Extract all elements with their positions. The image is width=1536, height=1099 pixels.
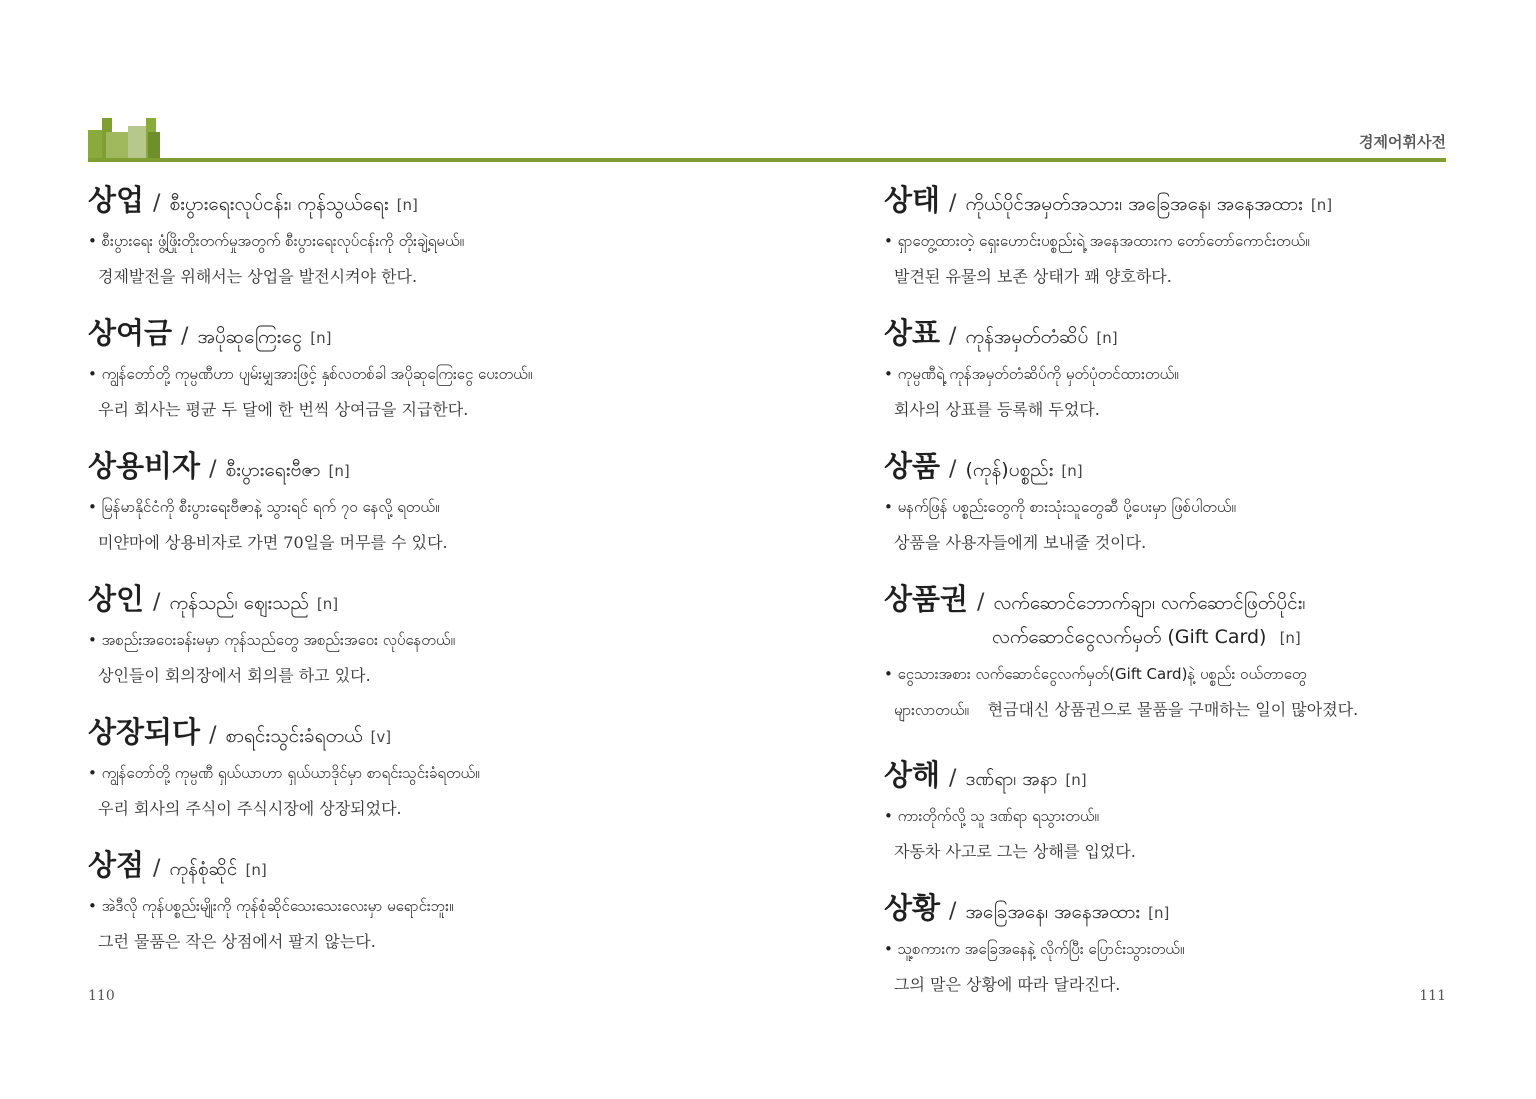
part-of-speech: [n]: [1310, 196, 1333, 214]
dictionary-entry: [88, 577, 728, 710]
meaning: စာရင်းသွင်းခံရတယ်: [225, 725, 363, 747]
header-block: [128, 126, 148, 160]
dictionary-entry: [884, 577, 1524, 753]
separator-slash: /: [181, 324, 189, 349]
meaning: စီးပွားရေးဗီဇာ: [225, 459, 321, 481]
example-myanmar: • ကားတိုက်လို့ သူ ဒဏ်ရာ ရသွားတယ်။: [884, 807, 1099, 825]
example-myanmar: • စီးပွားရေး ဖွံ့ဖြိုးတိုးတက်မှုအတွက် စီးပွားရေးလုပ်ငန်းကို တိုးချဲ့ရမယ်။: [88, 232, 465, 250]
headword: 상용비자: [88, 449, 201, 483]
header-rule: [88, 158, 1446, 162]
example-myanmar-continued-line: [884, 697, 1524, 723]
header-decoration: [88, 118, 160, 160]
example-myanmar: • ကျွန်တော်တို့ ကုမ္ပဏီဟာ ပျမ်းမျှအားဖြင့် နှစ်လတစ်ခါ အပိုဆုကြေးငွေ ပေးတယ်။: [88, 365, 533, 383]
dictionary-entry: [88, 710, 728, 843]
headword-line: [884, 311, 1524, 353]
example-myanmar: • အစည်းအဝေးခန်းမမှာ ကုန်သည်တွေ အစည်းအဝေး လုပ်နေတယ်။: [88, 631, 455, 649]
example-myanmar-continued: များလာတယ်။: [894, 701, 969, 719]
headword: 상표: [884, 316, 941, 350]
part-of-speech: [v]: [370, 728, 392, 746]
meaning: လက်ဆောင်ဘောက်ချာ၊ လက်ဆောင်ဖြတ်ပိုင်း၊: [993, 592, 1306, 614]
meaning: စီးပွားရေးလုပ်ငန်း၊ ကုန်သွယ်ရေး: [169, 193, 389, 215]
separator-slash: /: [153, 590, 161, 615]
part-of-speech: [n]: [316, 595, 339, 613]
meaning: ကုန်အမှတ်တံဆိပ်: [965, 326, 1089, 348]
dictionary-entry: [884, 753, 1524, 886]
example-myanmar: • သူ့စကားက အခြေအနေနဲ့ လိုက်ပြီး ပြောင်းသွားတယ်။: [884, 940, 1185, 958]
meaning-continued-line: [884, 625, 1524, 653]
example-myanmar: • ငွေသားအစား လက်ဆောင်ငွေလက်မှတ်(Gift Card)နဲ့ ပစ္စည်း ဝယ်တာတွေ: [884, 665, 1307, 683]
header-block: [106, 132, 128, 160]
example-korean: 회사의 상표를 등록해 두었다.: [894, 400, 1100, 419]
headword: 상여금: [88, 316, 173, 350]
headword-line: [884, 178, 1524, 220]
dictionary-entry: [88, 311, 728, 444]
headword-line: [884, 444, 1524, 486]
headword-line: [88, 843, 728, 885]
dictionary-entry: [88, 843, 728, 976]
separator-slash: /: [977, 590, 985, 615]
separator-slash: /: [209, 723, 217, 748]
example-myanmar: • ကျွန်တော်တို့ ကုမ္ပဏီ ရှယ်ယာဟာ ရှယ်ယာဒိုင်မှာ စာရင်းသွင်းခံရတယ်။: [88, 764, 480, 782]
headword: 상업: [88, 183, 145, 217]
example-myanmar: • ရှာတွေ့ထားတဲ့ ရှေးဟောင်းပစ္စည်းရဲ့ အနေအထားက တော်တော်ကောင်းတယ်။: [884, 232, 1310, 250]
example-myanmar: • ကုမ္ပဏီရဲ့ ကုန်အမှတ်တံဆိပ်ကို မှတ်ပုံတင်ထားတယ်။: [884, 365, 1179, 383]
meaning: ဒဏ်ရာ၊ အနာ: [965, 768, 1058, 790]
headword-line: [884, 753, 1524, 795]
example-korean: 우리 회사의 주식이 주식시장에 상장되었다.: [98, 799, 402, 818]
meaning: ကုန်သည်၊ ဈေးသည်: [169, 592, 309, 614]
separator-slash: /: [153, 191, 161, 216]
headword: 상해: [884, 758, 941, 792]
separator-slash: /: [949, 191, 957, 216]
dictionary-entry: [884, 178, 1524, 311]
dictionary-entry: [884, 311, 1524, 444]
separator-slash: /: [209, 457, 217, 482]
example-korean: 경제발전을 위해서는 상업을 발전시켜야 한다.: [98, 267, 418, 286]
headword: 상태: [884, 183, 941, 217]
separator-slash: /: [949, 457, 957, 482]
meaning: အပိုဆုကြေးငွေ: [197, 326, 303, 348]
page-number-left: 110: [88, 988, 115, 1004]
headword-line: [88, 444, 728, 486]
part-of-speech: [n]: [396, 196, 418, 214]
example-korean: 현금대신 상품권으로 물품을 구매하는 일이 많아졌다.: [987, 700, 1359, 719]
headword: 상품권: [884, 582, 969, 616]
header-block: [148, 132, 160, 160]
headword-line: [884, 886, 1524, 928]
example-myanmar: • မြန်မာနိုင်ငံကို စီးပွားရေးဗီဇာနဲ့ သွားရင် ရက် ၇၀ နေလို့ ရတယ်။: [88, 498, 440, 516]
example-korean: 상인들이 회의장에서 회의를 하고 있다.: [98, 666, 371, 685]
headword-line: [88, 311, 728, 353]
running-header-title: 경제어휘사전: [1359, 133, 1446, 151]
meaning: ကိုယ်ပိုင်အမှတ်အသား၊ အခြေအနေ၊ အနေအထား: [965, 193, 1303, 215]
example-korean: 발견된 유물의 보존 상태가 꽤 양호하다.: [894, 267, 1172, 286]
example-korean: 상품을 사용자들에게 보내줄 것이다.: [894, 533, 1147, 552]
example-korean: 그의 말은 상황에 따라 달라진다.: [894, 975, 1121, 994]
part-of-speech: [n]: [1096, 329, 1118, 347]
separator-slash: /: [949, 324, 957, 349]
headword: 상장되다: [88, 715, 201, 749]
example-myanmar: • မနက်ဖြန် ပစ္စည်းတွေကို စားသုံးသူတွေဆီ ပို့ပေးမှာ ဖြစ်ပါတယ်။: [884, 498, 1236, 516]
meaning: ကုန်စုံဆိုင်: [169, 858, 238, 880]
headword-line: [88, 178, 728, 220]
headword: 상점: [88, 848, 145, 882]
dictionary-entry: [88, 178, 728, 311]
headword-line: [88, 710, 728, 752]
right-page-column: [884, 178, 1524, 1019]
example-myanmar: • အဲဒီလို ကုန်ပစ္စည်းမျိုးကို ကုန်စုံဆိုင်သေးသေးလေးမှာ မရောင်းဘူး။: [88, 897, 454, 915]
left-page-column: [88, 178, 728, 976]
part-of-speech: [n]: [245, 861, 267, 879]
part-of-speech: [n]: [328, 462, 350, 480]
dictionary-entry: [884, 444, 1524, 577]
dictionary-entry: [88, 444, 728, 577]
example-korean: 미얀마에 상용비자로 가면 70일을 머무를 수 있다.: [98, 533, 448, 552]
example-korean: 우리 회사는 평균 두 달에 한 번씩 상여금을 지급한다.: [98, 400, 469, 419]
headword: 상인: [88, 582, 145, 616]
example-korean: 그런 물품은 작은 상점에서 팔지 않는다.: [98, 932, 376, 951]
separator-slash: /: [153, 856, 161, 881]
example-korean: 자동차 사고로 그는 상해를 입었다.: [894, 842, 1136, 861]
part-of-speech: [n]: [1279, 629, 1301, 647]
separator-slash: /: [949, 766, 957, 791]
separator-slash: /: [949, 899, 957, 924]
part-of-speech: [n]: [1061, 462, 1083, 480]
meaning: (ကုန်)ပစ္စည်း: [965, 459, 1054, 481]
part-of-speech: [n]: [310, 329, 332, 347]
headword: 상품: [884, 449, 941, 483]
page-number-right: 111: [1419, 988, 1446, 1004]
headword-line: [88, 577, 728, 619]
part-of-speech: [n]: [1148, 904, 1170, 922]
header-block: [88, 130, 102, 160]
headword: 상황: [884, 891, 941, 925]
headword-line: [884, 577, 1524, 619]
meaning-continued: လက်ဆောင်ငွေလက်မှတ် (Gift Card): [992, 626, 1267, 648]
part-of-speech: [n]: [1065, 771, 1087, 789]
meaning: အခြေအနေ၊ အနေအထား: [965, 901, 1141, 923]
